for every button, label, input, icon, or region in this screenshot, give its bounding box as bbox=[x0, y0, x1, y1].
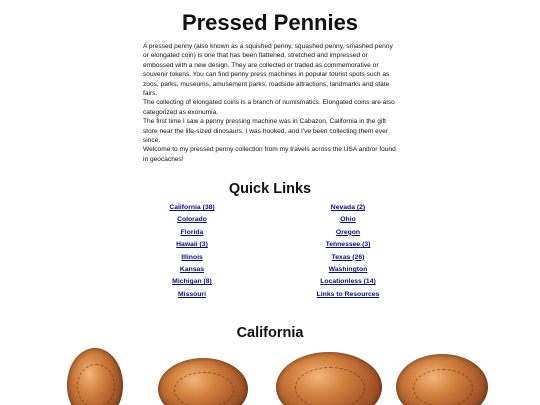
link-colorado[interactable]: Colorado bbox=[177, 216, 207, 224]
link-michigan[interactable]: Michigan (8) bbox=[172, 278, 212, 286]
california-heading: California bbox=[236, 325, 304, 341]
page-title: Pressed Pennies bbox=[181, 10, 359, 35]
link-locationless[interactable]: Locationless (14) bbox=[320, 278, 376, 286]
link-resources[interactable]: Links to Resources bbox=[316, 290, 380, 298]
quick-links-heading: Quick Links bbox=[228, 181, 312, 197]
link-missouri[interactable]: Missouri bbox=[178, 290, 206, 298]
link-ohio[interactable]: Ohio bbox=[340, 216, 356, 224]
pressed-penny-image bbox=[158, 358, 248, 405]
link-florida[interactable]: Florida bbox=[180, 228, 204, 236]
intro-paragraph: The collecting of elongated coins is a branch of numismatics. Elongated coins are also categorized as exonumia. bbox=[143, 99, 395, 116]
pressed-penny-image bbox=[396, 354, 488, 405]
link-california[interactable]: California (38) bbox=[169, 204, 215, 211]
intro-paragraph: Welcome to my pressed penny collection from my travels across the USA and/or found in geocaches! bbox=[143, 146, 396, 163]
link-kansas[interactable]: Kansas bbox=[179, 266, 205, 274]
pressed-penny-image bbox=[67, 348, 123, 405]
link-hawaii[interactable]: Hawaii (3) bbox=[176, 241, 208, 249]
intro-paragraph: A pressed penny (also known as a squished penny, squashed penny, smashed penny or elongated coin) is one that has been flattened, stretched and impressed or embossed with a new design. They are collected or traded as commemorative or souvenir tokens. You can find penny press machines in popular tourist spots such as zoos, parks, museums, amusement parks, roadside attractions, landmarks and state fairs. bbox=[143, 43, 393, 98]
link-nevada[interactable]: Nevada (2) bbox=[330, 204, 366, 211]
link-illinois[interactable]: Illinois bbox=[181, 253, 203, 261]
link-oregon[interactable]: Oregon bbox=[335, 228, 361, 236]
intro-paragraph: The first time I saw a penny pressing machine was in Cabazon, California in the gift store near the life-sized dinosaurs. I was hooked, and I've been collecting them ever since. bbox=[143, 118, 388, 145]
intro-text bbox=[143, 42, 399, 164]
link-washington[interactable]: Washington bbox=[328, 266, 368, 274]
pressed-penny-image bbox=[276, 352, 382, 405]
quick-links-right-column bbox=[288, 202, 408, 301]
quick-links-left-column bbox=[132, 202, 252, 301]
link-texas[interactable]: Texas (26) bbox=[331, 253, 365, 261]
link-tennessee[interactable]: Tennessee (3) bbox=[325, 241, 371, 249]
